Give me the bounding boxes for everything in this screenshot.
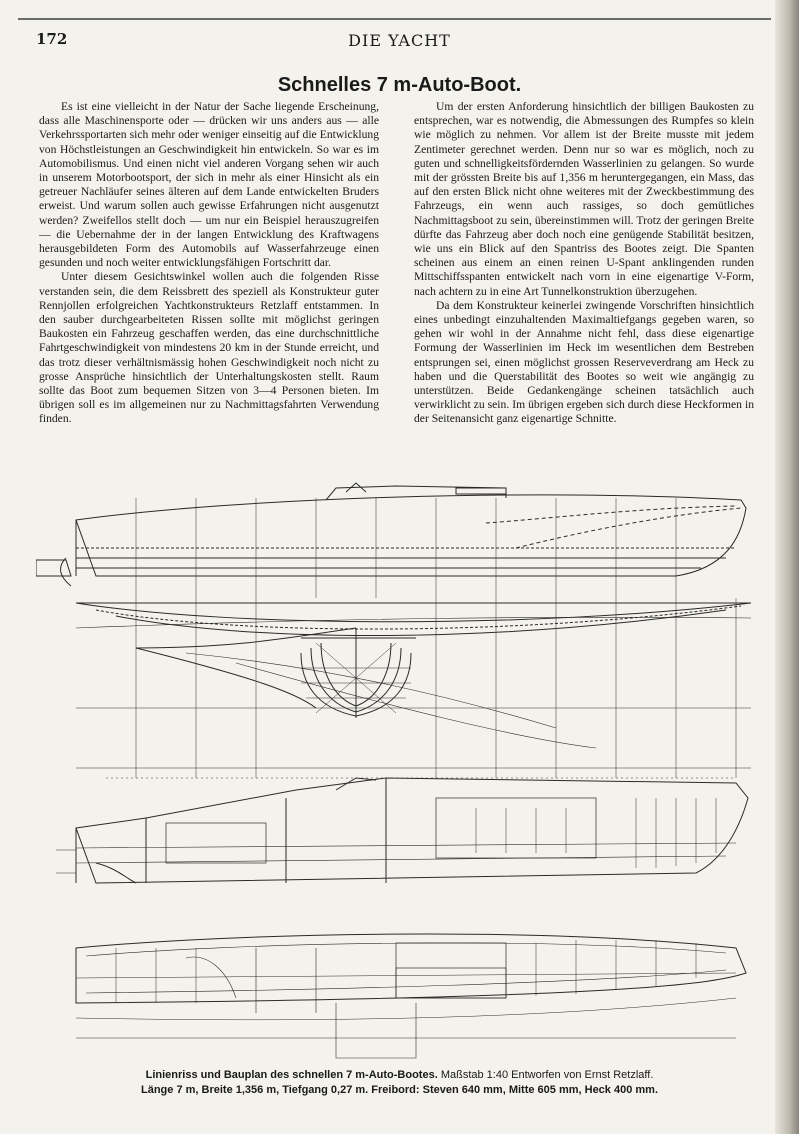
page-binding-edge — [775, 0, 799, 1134]
construction-profile-view — [56, 778, 748, 883]
figure-caption — [0, 1068, 799, 1098]
text-column-right — [414, 100, 754, 427]
caption-line-1 — [0, 1068, 799, 1083]
boat-plan-drawing — [36, 478, 766, 1068]
header-rule — [18, 18, 771, 20]
running-title: DIE YACHT — [348, 31, 451, 50]
paragraph: Um der ersten Anforderung hinsichtlich der billigen Baukosten zu entsprechen, war es notwendig, die Abmessungen des Rumpfes so klein wie möglich zu nehmen. Vor allem ist der Breite musste mit jedem Zentimeter gerechnet werden. Denn nur so war es möglich, noch zu guten und schnelligkeitsfördernden Wasserlinien zu gelangen. So wurde mit der grössten Breite bis auf 1,356 m heruntergegangen, ein Mass, das auf den ersten Blick nicht ohne weiteres mit der Zweckbestimmung des Fahrzeugs, ein wenn auch rassiges, so doch gemütliches Nachmittagsboot zu sein, übereinstimmen will. Trotz der geringen Breite dürfte das Fahrzeug aber doch noch eine genügende Stabilität besitzen, wie uns ein Blick auf den Spantriss des Bootes zeigt. Die Spanten scheinen aus einem an einen reinen U-Spant anklingenden runden Mittschiffsspanten entwickelt nach vorn in eine eigenartige V-Form, nach achtern zu in eine Art Tunnelkonstruktion überzugehen. — [414, 100, 754, 298]
paragraph: Da dem Konstrukteur keinerlei zwingende Vorschriften hinsichtlich eines unbedingt einzuhaltenden Maximaltiefgangs gegeben waren, so gehen wir wohl in der Annahme nicht fehl, dass diese eigenartige Formung der Wasserlinien im Heck im wesentlichen dem Bestreben entsprungen sei, einen möglichst grossen Reserveverdrang am Heck zu haben und die Querstabilität des Bootes so weit wie angängig zu unterstützen. Beide Gedankengänge scheinen tatsächlich auch verwirklicht zu sein. Im übrigen ergeben sich durch diese Heckformen in der Seitenansicht ganz eigenartige Schnitte. — [414, 298, 754, 426]
body-plan-view — [301, 628, 416, 718]
construction-plan-view — [76, 934, 746, 1058]
profile-view — [36, 483, 746, 598]
half-breadth-view — [76, 598, 751, 778]
paragraph: Es ist eine vielleicht in der Natur der Sache liegende Erscheinung, dass alle Maschinensporte oder — drücken wir uns anders aus — alle Verkehrssportarten sich mehr oder weniger einseitig auf die Entwicklung von Höchstleistungen an Geschwindigkeit hin entwickeln. So war es im Automobilismus. Und einen nicht viel anderen Vorgang sehen wir auch in unserem Motorbootsport, der sich in mehr als einer Hinsicht als ein getreuer Nachläufer seines älteren auf dem Lande entwickelten Bruders erweist. Und warum sollen auch gewisse Erfahrungen nicht ausgenutzt werden? Zweifellos stellt doch — um nur ein Beispiel herauszugreifen — die Uebernahme der in der langen Entwicklung des Kraftwagens herausgebildeten Form des Automobils auf Wasserfahrzeuge einen gesunden und noch weiter entwicklungsfähigen Fortschritt dar. — [39, 100, 379, 270]
paragraph: Unter diesem Gesichtswinkel wollen auch die folgenden Risse verstanden sein, die dem Reissbrett des speziell als Konstrukteur guter Rennjollen erfolgreichen Yachtkonstrukteurs Retzlaff entstammen. In den sauber durchgearbeiteten Rissen sollte mit möglichst geringen Baukosten ein Fahrzeug geschaffen werden, das eine durchschnittliche Fahrtgeschwindigkeit von mindestens 20 km in der Stunde erreicht, und das trotz dieser verhältnismässig hohen Geschwindigkeit noch nicht zu grosse Ansprüche hinsichtlich der Unterhaltungskosten stellt. Raum sollte das Boot zum bequemen Sitzen von 3—4 Personen bieten. Im übrigen soll es im allgemeinen nur zu Nachmittagsfahrten Verwendung finden. — [39, 270, 379, 426]
article-title: Schnelles 7 m-Auto-Boot. — [277, 74, 522, 96]
caption-title: Linienriss und Bauplan des schnellen 7 m-Auto-Bootes. — [145, 1069, 438, 1081]
caption-scale-author: Maßstab 1:40 Entworfen von Ernst Retzlaff. — [437, 1069, 654, 1081]
caption-line-2: Länge 7 m, Breite 1,356 m, Tiefgang 0,27 m. Freibord: Steven 640 mm, Mitte 605 mm, Heck 400 mm. — [141, 1084, 658, 1096]
text-column-left — [39, 100, 379, 427]
page-number: 172 — [36, 30, 68, 48]
